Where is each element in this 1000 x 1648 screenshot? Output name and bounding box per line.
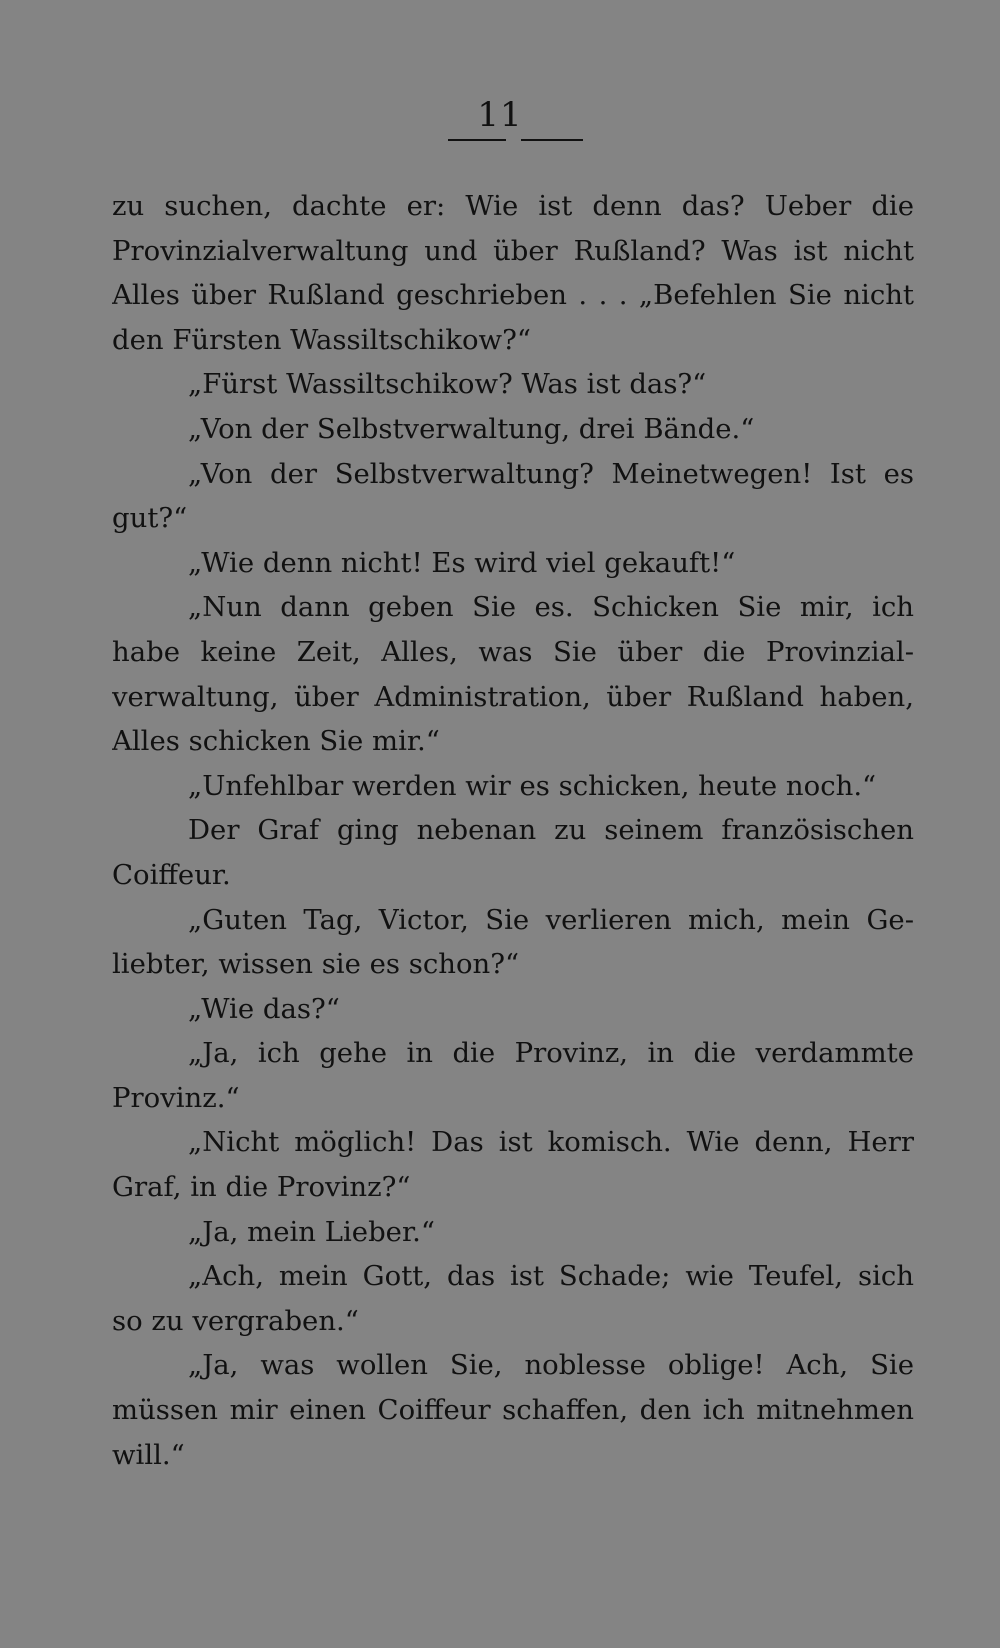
text-line: „Nun dann geben Sie es. Schicken Sie mir, ich xyxy=(188,591,914,624)
page-header xyxy=(0,92,1000,142)
text-line: „Von der Selbstverwaltung, drei Bände.“ xyxy=(188,412,755,445)
text-line: habe keine Zeit, Alles, was Sie über die Provinzial- xyxy=(112,635,914,668)
text-line: „Nicht möglich! Das ist komisch. Wie denn, Herr xyxy=(188,1126,914,1159)
text-line: so zu vergraben.“ xyxy=(112,1304,359,1337)
text-line: Provinzialverwaltung und über Rußland? Was ist nicht xyxy=(112,234,914,267)
text-line: „Von der Selbstverwaltung? Meinetwegen! Ist es xyxy=(188,457,914,490)
text-line: müssen mir einen Coiffeur schaffen, den ich mitnehmen xyxy=(112,1394,914,1427)
text-line: „Ja, was wollen Sie, noblesse oblige! Ach, Sie xyxy=(188,1349,914,1382)
text-line: „Wie das?“ xyxy=(188,992,340,1025)
text-line: liebter, wissen sie es schon?“ xyxy=(112,948,520,981)
text-line: „Unfehlbar werden wir es schicken, heute noch.“ xyxy=(188,769,877,802)
text-line: will.“ xyxy=(112,1438,185,1471)
text-line: Alles schicken Sie mir.“ xyxy=(112,725,440,758)
text-line: „Ach, mein Gott, das ist Schade; wie Teufel, sich xyxy=(188,1260,914,1293)
header-rule-left xyxy=(448,139,506,141)
text-line: verwaltung, über Administration, über Rußland haben, xyxy=(112,680,914,713)
text-line: „Ja, mein Lieber.“ xyxy=(188,1215,435,1248)
text-line: Provinz.“ xyxy=(112,1081,240,1114)
body-text xyxy=(112,184,914,1477)
text-line: den Fürsten Wassiltschikow?“ xyxy=(112,323,531,356)
text-line: „Wie denn nicht! Es wird viel gekauft!“ xyxy=(188,546,736,579)
text-line: „Fürst Wassiltschikow? Was ist das?“ xyxy=(188,368,707,401)
text-line: zu suchen, dachte er: Wie ist denn das? Ueber die xyxy=(112,190,914,222)
text-line: „Ja, ich gehe in die Provinz, in die verdammte xyxy=(188,1037,914,1070)
text-line: Graf, in die Provinz?“ xyxy=(112,1171,411,1204)
text-line: Coiffeur. xyxy=(112,858,231,891)
header-rule-right xyxy=(521,139,583,141)
text-line: Alles über Rußland geschrieben . . . „Befehlen Sie nicht xyxy=(112,279,914,312)
page-number: 11 xyxy=(477,95,523,135)
text-line: Der Graf ging nebenan zu seinem französischen xyxy=(188,814,914,847)
text-line: gut?“ xyxy=(112,502,188,535)
text-line: „Guten Tag, Victor, Sie verlieren mich, mein Ge- xyxy=(188,903,914,936)
